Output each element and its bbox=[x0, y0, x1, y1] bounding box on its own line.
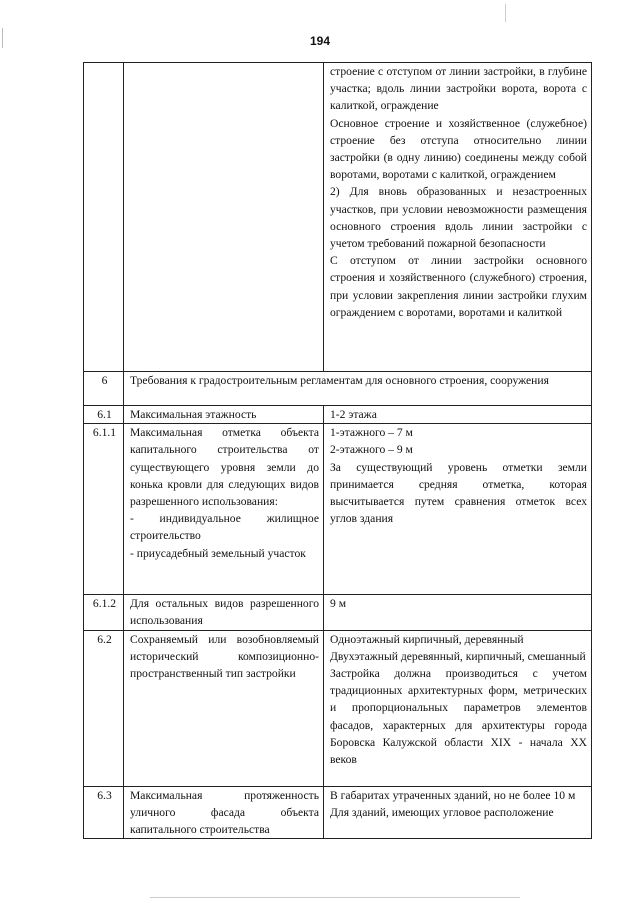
value-text: Одноэтажный кирпичный, деревянный bbox=[330, 632, 524, 646]
value-text: 2-этажного – 9 м bbox=[330, 443, 413, 457]
row-number: 6.2 bbox=[84, 630, 124, 786]
value-text: строение с отступом от линии застройки, в глубине участка; вдоль линии застройки ворота, ворота с калиткой, ограждение bbox=[330, 65, 587, 113]
row-number: 6.1.1 bbox=[84, 424, 124, 595]
scan-edge-mark bbox=[505, 4, 506, 22]
value-cell bbox=[324, 630, 592, 786]
value-text: С отступом от линии застройки основного строения и хозяйственного (служебного) строения, при условии закрепления линии застройки глухим ограждением с воротами, воротами и калиткой bbox=[330, 254, 587, 319]
value-cell bbox=[324, 406, 592, 424]
parameter-cell bbox=[124, 63, 324, 372]
value-cell bbox=[324, 63, 592, 372]
parameter-cell bbox=[124, 424, 324, 595]
row-number: 6.1 bbox=[84, 406, 124, 424]
value-text: За существующий уровень отметки земли принимается средняя отметка, которая высчитывается путем сравнения отметок всех углов здания bbox=[330, 460, 587, 526]
table-row bbox=[84, 786, 592, 839]
value-text: 1-этажного – 7 м bbox=[330, 426, 413, 440]
parameter-text: Сохраняемый или возобновляемый исторический композиционно-пространственный тип застройки bbox=[130, 632, 319, 681]
section-heading: Требования к градостроительным регламентам для основного строения, сооружения bbox=[124, 372, 592, 406]
parameter-text: Для остальных видов разрешенного использования bbox=[130, 597, 319, 628]
parameter-cell bbox=[124, 406, 324, 424]
parameter-text: - индивидуальное жилищное строительство bbox=[130, 512, 319, 543]
row-number bbox=[84, 63, 124, 372]
parameter-cell bbox=[124, 595, 324, 630]
value-text: В габаритах утраченных зданий, но не более 10 м bbox=[330, 788, 576, 802]
table-row bbox=[84, 595, 592, 630]
scan-edge-mark bbox=[150, 897, 520, 898]
parameter-text: Максимальная этажность bbox=[130, 408, 257, 421]
table-row bbox=[84, 424, 592, 595]
row-number: 6.3 bbox=[84, 786, 124, 839]
row-number: 6 bbox=[84, 372, 124, 406]
value-cell bbox=[324, 424, 592, 595]
regulations-table bbox=[83, 62, 592, 839]
row-number: 6.1.2 bbox=[84, 595, 124, 630]
parameter-cell bbox=[124, 630, 324, 786]
table-row bbox=[84, 63, 592, 372]
value-text: 1-2 этажа bbox=[330, 408, 377, 421]
table-row bbox=[84, 372, 592, 406]
parameter-cell bbox=[124, 786, 324, 839]
value-text: 2) Для вновь образованных и незастроенных участков, при условии невозможности размещения основного строения вдоль линии застройки с учетом требований пожарной безопасности bbox=[330, 185, 587, 251]
table-row bbox=[84, 406, 592, 424]
value-text: Двухэтажный деревянный, кирпичный, смешанный bbox=[330, 649, 586, 663]
page-number: 194 bbox=[309, 34, 331, 48]
value-text: Для зданий, имеющих угловое расположение bbox=[330, 805, 554, 819]
parameter-text: - приусадебный земельный участок bbox=[130, 546, 306, 560]
value-cell bbox=[324, 595, 592, 630]
parameter-text: Максимальная отметка объекта капитального строительства от существующего уровня земли до конька кровли для следующих видов разрешенного использования: bbox=[130, 426, 319, 509]
table-row bbox=[84, 630, 592, 786]
value-cell bbox=[324, 786, 592, 839]
value-text: 9 м bbox=[330, 597, 347, 611]
parameter-text: Максимальная протяженность уличного фасада объекта капитального строительства bbox=[130, 788, 319, 837]
value-text: Основное строение и хозяйственное (служебное) строение без отступа относительно линии застройки (в одну линию) соединены между собой воротами, воротами с калиткой, ограждением bbox=[330, 116, 587, 182]
value-text: Застройка должна производиться с учетом традиционных архитектурных форм, метрических и пропорциональных параметров элементов фасадов, характерных для архитектуры города Боровска Калужской области XIX - начала XX веков bbox=[330, 667, 587, 767]
